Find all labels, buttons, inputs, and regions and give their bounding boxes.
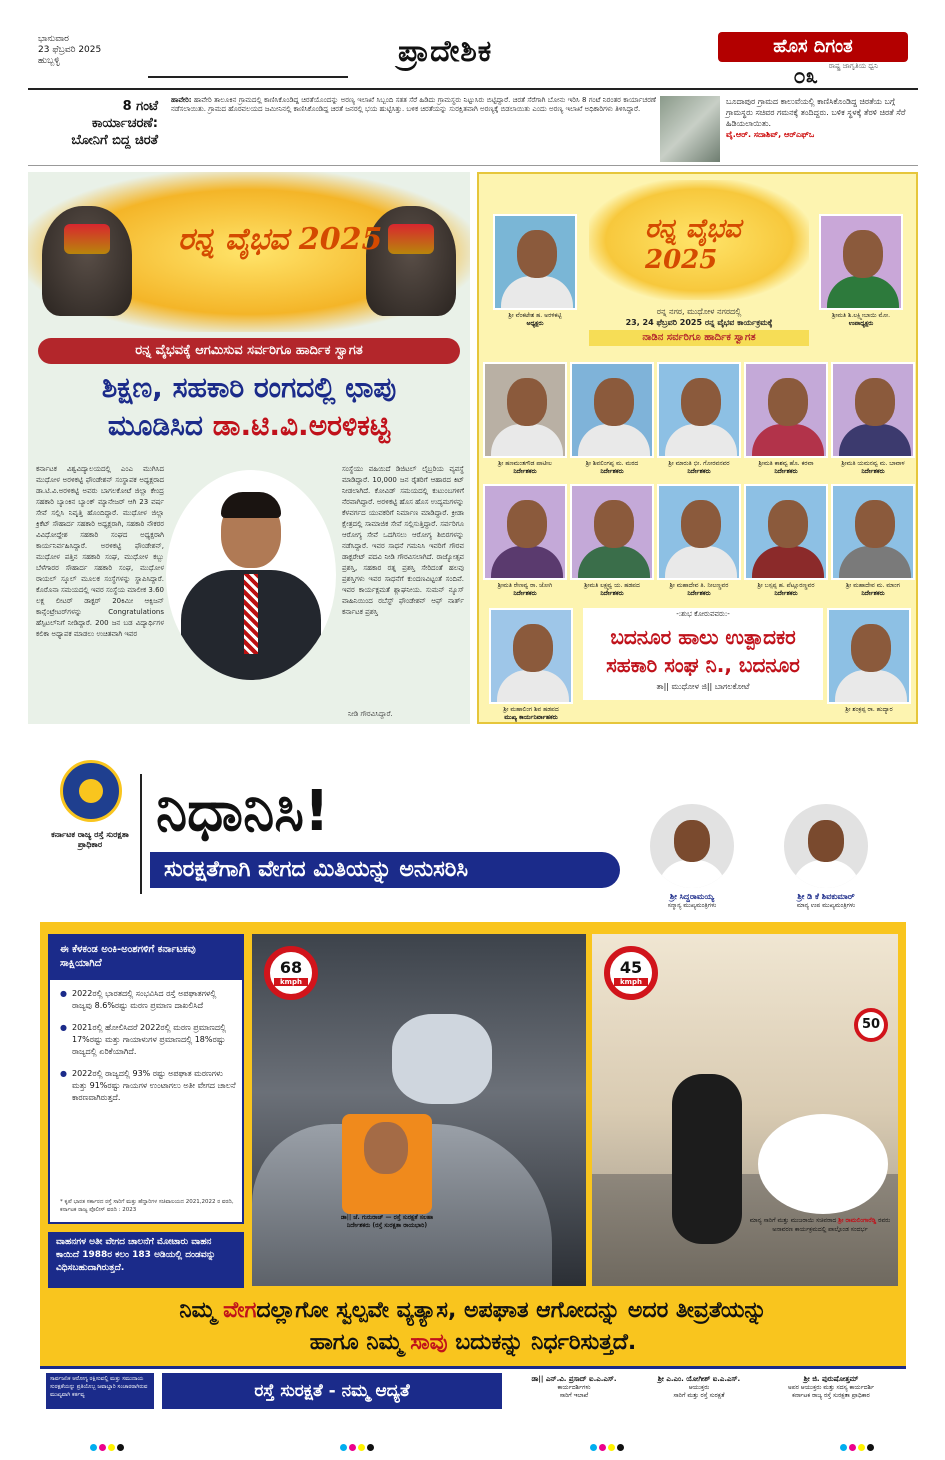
person-card bbox=[570, 362, 654, 476]
person-card bbox=[657, 362, 741, 476]
feature-headline: ಶಿಕ್ಷಣ, ಸಹಕಾರಿ ರಂಗದಲ್ಲಿ ಛಾಪು bbox=[101, 371, 397, 404]
person-name: ಶ್ರೀ ಹಣಮಂತಗೌಡ ಪಾಟೀಲ bbox=[498, 460, 552, 467]
organisation-address: ತಾ|| ಮುಧೋಳ ಜಿ|| ಬಾಗಲಕೋಟೆ bbox=[656, 682, 750, 691]
venue-text: ರನ್ನ ನಗರ, ಮುಧೋಳ ನಗರದಲ್ಲಿ bbox=[656, 307, 742, 316]
honoree-name: ಡಾ.ಟಿ.ವಿ.ಅರಳಿಕಟ್ಟಿ bbox=[212, 409, 391, 442]
slogan-part: ದಲ್ಲಾಗೋ ಸ್ವಲ್ಪವೇ ವ್ಯತ್ಯಾಸ, ಅಪಘಾತ ಆಗೋದನ್ನು ಅದರ ತೀವ್ರತೆಯನ್ನು bbox=[256, 1298, 767, 1323]
person-card bbox=[657, 484, 741, 598]
slogan-line-2 bbox=[40, 1328, 906, 1358]
speed-value: 45 bbox=[619, 958, 643, 977]
person-card bbox=[483, 362, 567, 476]
feature-article bbox=[28, 172, 470, 724]
person-name: ಶ್ರೀ ಶಿವಲಿಂಗಪ್ಪ ಮ. ಮಠದ bbox=[585, 460, 639, 467]
speed-unit: kmph bbox=[274, 978, 308, 986]
divider bbox=[140, 774, 142, 894]
person-role: ಉಪಾಧ್ಯಕ್ಷರು bbox=[848, 320, 874, 327]
article-column-1: ಕರ್ನಾಟಕ ವಿಶ್ವವಿದ್ಯಾಲಯದಲ್ಲಿ ಎಂಎ ಮುಗಿಸಿದ ಮುಧೋಳ ಅರಳಿಕಟ್ಟಿ ಫೌಂಡೇಶನ್ ಸಂಸ್ಥಾಪಕ ಅಧ್ಯಕ್ಷರಾದ ಡಾ.ಟಿ.ವಿ.ಅರಳಿಕಟ್ಟಿ ಅವರು ಬಾಗಲಕೋಟೆ ಜಿಲ್ಲಾ ಕೇಂದ್ರ ಸಹಕಾರಿ ಬ್ಯಾಂಕಿನ ಬ್ಯಾಂಕ್ ಮ್ಯಾನೇಜರ್ ಆಗಿ 23 ವರ್ಷ ಸೇವೆ ಸಲ್ಲಿಸಿ ನಿವೃತ್ತಿ ಹೊಂದಿದ್ದಾರೆ. ಮುಧೋಳ ಜಿಲ್ಲಾ ಕ್ರಿಕೆಟ್ ಸೌಹಾರ್ದ ಸಹಕಾರಿ ಅಧ್ಯಕ್ಷರಾಗಿ, ಸಹಕಾರಿ ನೌಕರರ ವಿವಿಧೋದ್ದೇಶ ಸಹಕಾರಿ ಸಂಘದ ಅಧ್ಯಕ್ಷರಾಗಿ ಕಾರ್ಯನಿರ್ವಹಿಸಿದ್ದಾರೆ. ಅರಳಿಕಟ್ಟಿ ಫೌಂಡೇಶನ್, ಮುಧೋಳ ಪತ್ತಿನ ಸಹಕಾರಿ ಸಂಘ, ಮುಧೋಳ ಕಬ್ಬು ಬೆಳೆಗಾರರ ಸೌಹಾರ್ದ ಸಹಕಾರಿ ಸಂಘ, ಮುಧೋಳ ರಾಯಲ್ ಸ್ಕೂಲ್ ಮೂಲಕ ಸಂಸ್ಥೆಗಳನ್ನು ಸ್ಥಾಪಿಸಿದ್ದಾರೆ. ಕೊರೊನಾ ಸಮಯದಲ್ಲಿ ಇವರ ಸಂಸ್ಥೆಯ ಮಾಲೀಕ 3.60 ಲಕ್ಷ ಲೀಟರ್ ಡಾಕ್ಟರ್ 20ಕಿಮೀ ಆಕ್ಸಿಜನ್ ಕಾನ್ಸೆಂಟ್ರೇಟರ್‌ಗಳನ್ನು Congratulations ಹೆಸ್ಪಿಟಲ್‌ನಿಗೆ ನೀಡಿದ್ದಾರೆ. 200 ಜನ ಬಡ ವಿದ್ಯಾರ್ಥಿಗಳ ಕಲಿಕಾ ಅಧ್ಯಾಪಕ ಮಾಡಲು ಉಚಿತವಾಗಿ ಇವರ bbox=[36, 465, 164, 638]
caption-part: ಮಾನ್ಯ ಸಾರಿಗೆ ಮತ್ತು ಮುಜರಾಯಿ ಸಚಿವರಾದ bbox=[749, 1217, 837, 1224]
section-title: ಪ್ರಾದೇಶಿಕ bbox=[398, 34, 493, 69]
authority-name: ಕರ್ನಾಟಕ ರಾಜ್ಯ ರಸ್ತೆ ಸುರಕ್ಷತಾ ಪ್ರಾಧಿಕಾರ bbox=[51, 830, 129, 849]
organisation-box bbox=[583, 608, 823, 700]
speed-badge bbox=[264, 946, 318, 1000]
person-role: ನಿರ್ದೇಶಕರು bbox=[861, 590, 885, 597]
person-name: ಶ್ರೀಮತಿ ಕಾಶವ್ವ ಹೊ. ಕರವಾ bbox=[758, 460, 814, 467]
person-role: ನಿರ್ದೇಶಕರು bbox=[861, 468, 885, 475]
headline-line: 8 ಗಂಟೆ bbox=[122, 99, 158, 114]
speed-unit: kmph bbox=[614, 978, 648, 986]
officer-portrait bbox=[332, 1114, 442, 1234]
caption-part: ರವರು ಅನಾವರಣ ಕಾರ್ಯಕ್ರಮದಲ್ಲಿ ಪಾಲ್ಗೊಂಡ ಸಂದರ್ಭ bbox=[772, 1217, 891, 1233]
event-venue bbox=[589, 306, 809, 328]
speed-badge bbox=[604, 946, 658, 1000]
greeting-card-ad bbox=[477, 172, 918, 724]
slogan-highlight: ಸಾವು bbox=[410, 1330, 448, 1355]
headline-line: ಬೋನಿಗೆ ಬಿದ್ದ ಚಿರತೆ bbox=[71, 133, 158, 148]
official-credit bbox=[644, 1375, 754, 1400]
side-story-credit: ವೈ.ಆರ್. ಸದಾಶಿವ್, ಆರ್‌ಎಫ್‌ಒ bbox=[726, 130, 815, 139]
official-name: ಶ್ರೀ ಜಿ. ಪುರುಷೋತ್ತಮ್ bbox=[803, 1375, 859, 1383]
top-news-strip bbox=[28, 92, 918, 166]
person-name: ಶ್ರೀ ಮಹಾದೇವ ತಿ. ನೀಲಣ್ಣವರ bbox=[669, 582, 729, 589]
person-card bbox=[570, 484, 654, 598]
person-name: ಶ್ರೀಮತಿ ಲಕ್ಷ್ಮವ್ವ ಯ. ಹಡಪದ bbox=[584, 582, 640, 589]
bike-shape bbox=[672, 1074, 742, 1244]
officer-caption: ಡಾ|| ಜೆ. ಗುರುರಾಜ್ — ರಸ್ತೆ ಸುರಕ್ಷತೆ ಸಲಹಾ ನಿರ್ದೇಶಕರು (ರಸ್ತೆ ಸುರಕ್ಷತಾ ರಾಯಭಾರಿ) bbox=[340, 1214, 434, 1229]
official-dept: ಕರ್ನಾಟಕ ರಾಜ್ಯ ರಸ್ತೆ ಸುರಕ್ಷತಾ ಪ್ರಾಧಿಕಾರ bbox=[792, 1392, 870, 1399]
side-story-body: ಬೂದಾಪುರ ಗ್ರಾಮದ ಕಾಲುವೆಯಲ್ಲಿ ಕಾಣಿಸಿಕೊಂಡಿದ್ದ ಚಿರತೆಯ ಬಗ್ಗೆ ಗ್ರಾಮಸ್ಥರು ಸಚಿವರ ಗಮನಕ್ಕೆ ತಂದಿದ್ದರು. ಬಳಿಕ ಸ್ಥಳಕ್ಕೆ ತೆರಳಿ ಚಿರತೆ ಸೆರೆ ಹಿಡಿಯಲಾಯಿತು. bbox=[726, 97, 906, 128]
person-card bbox=[831, 484, 915, 598]
speed-limit-sign-icon: 50 bbox=[854, 1008, 888, 1042]
body-text: ಹಾವೇರಿ ತಾಲೂಕಿನ ಗ್ರಾಮದಲ್ಲಿ ಕಾಣಿಸಿಕೊಂಡಿದ್ದ ಚಿರತೆಯೊಂದನ್ನು ಅರಣ್ಯ ಇಲಾಖೆ ಸಿಬ್ಬಂದಿ ಸತತ ಸೆರೆ ಹಿಡಿದು ಗ್ರಾಮಸ್ಥರು ನಿಟ್ಟುಸಿರು ಬಿಟ್ಟಿದ್ದಾರೆ. ಚಿರತೆ ಸೆರೆಗಾಗಿ ಬೋನು ಇರಿಸಿ 8 ಗಂಟೆ ನಿರಂತರ ಕಾರ್ಯಾಚರಣೆ ನಡೆಸಲಾಯಿತು. ಗ್ರಾಮದ ಹೊರವಲಯದ ಜಮೀನಿನಲ್ಲಿ ಕಾಣಿಸಿಕೊಂಡಿದ್ದ ಚಿರತೆ ಜನರಲ್ಲಿ ಭಯ ಹುಟ್ಟಿಸಿತ್ತು. ಬಳಿಕ ಚಿರತೆಯನ್ನು ಸುರಕ್ಷಿತವಾಗಿ ಅರಣ್ಯಕ್ಕೆ ಬಿಡಲಾಯಿತು ಎಂದು ಅರಣ್ಯ ಇಲಾಖೆ ಅಧಿಕಾರಿಗಳು ತಿಳಿಸಿದ್ದಾರೆ. bbox=[171, 96, 656, 113]
top-story-headline[interactable] bbox=[38, 98, 158, 149]
person-name: ಶ್ರೀ ಮಹಾಲಿಂಗ ಶಿವ ಹಡಪದ bbox=[503, 706, 559, 713]
ranna-vaibhava-logo: ರನ್ನ ವೈಭವ 2025 bbox=[645, 214, 741, 275]
person-name: ಶ್ರೀ ಮಾರುತಿ ಭೀ. ಗೋರವನವರ bbox=[668, 460, 730, 467]
ad-header bbox=[40, 744, 906, 922]
person-card bbox=[489, 608, 573, 722]
facts-heading: ಈ ಕೆಳಕಂಡ ಅಂಕಿ-ಅಂಶಗಳಿಗೆ ಕರ್ನಾಟಕವು ಸಾಕ್ಷಿಯಾಗಿದೆ bbox=[50, 936, 242, 980]
headline-line: ಕಾರ್ಯಾಚರಣೆ: bbox=[91, 116, 158, 131]
person-role: ನಿರ್ದೇಶಕರು bbox=[687, 468, 711, 475]
leader-name: ಶ್ರೀ ಸಿದ್ದರಾಮಯ್ಯ bbox=[669, 892, 715, 901]
dateline: ಹಾವೇರಿ: bbox=[171, 96, 192, 104]
person-card bbox=[744, 484, 828, 598]
person-name: ಶ್ರೀ ಬಸ್ಸಪ್ಪ ಹ. ಪೆಟ್ಲೂರಣ್ಣವರ bbox=[757, 582, 815, 589]
official-name: ಶ್ರೀ ಎ.ಎಂ. ಯೋಗೀಶ್ ಐ.ಎ.ಎಸ್. bbox=[657, 1375, 741, 1383]
organisation-name: ಸಹಕಾರಿ ಸಂಘ ನಿ., ಬದನೂರ bbox=[606, 653, 800, 677]
issue-date-text: 23 ಫೆಬ್ರವರಿ 2025 bbox=[38, 45, 102, 55]
ad-subtitle: ಸುರಕ್ಷತೆಗಾಗಿ ವೇಗದ ಮಿತಿಯನ್ನು ಅನುಸರಿಸಿ bbox=[150, 852, 620, 888]
festival-banner bbox=[589, 180, 809, 300]
footer-note: ಸಾರ್ವಜನಿಕ ಆರೋಗ್ಯ ರಕ್ಷಿಸುವಲ್ಲಿ ಮತ್ತು ಸಮುದಾಯ ಸುರಕ್ಷತೆಯನ್ನು ಪ್ರತಿಯೊಬ್ಬ ಜವಾಬ್ದಾರಿ ಸಂಚಾರರಾಗಿರುವ ಮುಖ್ಯವಾಗಿ ಕರ್ತವ್ಯ bbox=[46, 1373, 154, 1409]
person-role: ನಿರ್ದೇಶಕರು bbox=[774, 590, 798, 597]
road-safety-ad bbox=[40, 744, 906, 1410]
article-column-2: ಸಂಸ್ಥೆಯು ವಹಿಯಿದೆ ಡಿಜಿಟಲ್ ಲೈಬ್ರರಿಯ ವ್ಯವಸ್ಥೆ ಮಾಡಿದ್ದಾರೆ. 10,000 ಜನ ರೈತರಿಗೆ ಆಹಾರದ ಕಿಟ್ ನೀಡಲಾಗಿದೆ. ಕೋವಿಡ್ ಸಮಯದಲ್ಲಿ ಕುಟುಂಬಗಳಿಗೆ ನೆರವಾಗಿದ್ದಾರೆ. ಅರಳಿಕಟ್ಟಿ ಹೊಸ ಹೊಸ ಉದ್ಯಮಗಳನ್ನು ಕೆಳವರ್ಗದ ಯುವಕರಿಗೆ ನಿರ್ಮಾಣ ಮಾಡಿದ್ದಾರೆ. ಕ್ರೀಡಾ ಕ್ಷೇತ್ರದಲ್ಲಿ ಸಾಮಾಜಿಕ ಸೇವೆ ಸಲ್ಲಿಸುತ್ತಿದ್ದಾರೆ. ಸರ್ವರಿಗೂ ಆರೋಗ್ಯ ಸೇವೆ ಒದಗಿಸಲು ಆರೋಗ್ಯ ಶಿಬಿರಗಳನ್ನು ನಡೆಸಿದ್ದಾರೆ. ಇವರ ಸಾಧನೆ ಗಮನಿಸಿ ಇವರಿಗೆ ಗೌರವ ಡಾಕ್ಟರೇಟ್ ಪದವಿ ನೀಡಿ ಗೌರವಿಸಲಾಗಿದೆ. ರಾಜ್ಯೋತ್ಸವ ಪ್ರಶಸ್ತಿ, ಸಹಕಾರ ರತ್ನ ಪ್ರಶಸ್ತಿ ಸೇರಿದಂತೆ ಹಲವು ಪ್ರಶಸ್ತಿಗಳು ಇವರ ಸಾಧನೆಗೆ ಕುಂದಣವಿಟ್ಟಂತೆ ಸಂದಿವೆ. ಇವರ ಕಾರ್ಯಕ್ಷಮತೆ ಶ್ಲಾಘನೀಯ. ಸುಮನ್ ನ್ಯೂಸ್ ವಾಹಿನಿಯಿಂದ ರಬೆಸ್ಟ್ ಫೌಂಡೇಶನ್ ಆಫ್ ನಾರ್ತ್ ಕರ್ನಾಟಕ ಪ್ರಶಸ್ತಿ bbox=[342, 465, 464, 616]
person-name: ಶ್ರೀ ಶಂಕ್ರಪ್ಪ ರಾ. ಹುದ್ಯಾರ bbox=[845, 706, 893, 713]
footer-tagline: ರಸ್ತೆ ಸುರಕ್ಷತೆ - ನಮ್ಮ ಆದ್ಯತೆ bbox=[162, 1373, 502, 1409]
issue-day: ಭಾನುವಾರ bbox=[38, 34, 69, 44]
headline-part: ಮೂಡಿಸಿದ bbox=[107, 409, 213, 442]
safe-rider-photo bbox=[592, 934, 898, 1286]
ad-footer bbox=[40, 1366, 906, 1410]
leader-portrait bbox=[650, 804, 734, 910]
facts-box bbox=[48, 934, 244, 1224]
cmyk-dots bbox=[590, 1436, 626, 1455]
leader-role: ಮಾನ್ಯ ಉಪ ಮುಖ್ಯಮಂತ್ರಿಗಳು bbox=[796, 902, 856, 909]
facts-source: * ಕೃಪೆ ಭಾರತ ಸರ್ಕಾರದ ರಸ್ತೆ ಸಾರಿಗೆ ಮತ್ತು ಹೆದ್ದಾರಿಗಳ ಸಚಿವಾಲಯದ 2021,2022 ರ ವರದಿ, ಕರ್ನಾಟಕ ರಾಜ್ಯ ಪೊಲೀಸ್ ವರದಿ : 2023 bbox=[60, 1199, 234, 1213]
slogan-part: ಹಾಗೂ ನಿಮ್ಮ bbox=[309, 1330, 411, 1355]
person-card bbox=[827, 608, 911, 714]
list-item: ● 2022ರಲ್ಲಿ ಭಾರತದಲ್ಲಿ ಸಂಭವಿಸಿದ ರಸ್ತೆ ಅಪಘಾತಗಳಲ್ಲಿ ರಾಜ್ಯವು 8.6%ರಷ್ಟು ಮರಣ ಪ್ರಮಾಣ ದಾಖಲಿಸಿದೆ bbox=[60, 988, 236, 1012]
card-welcome: ನಾಡಿನ ಸರ್ವರಿಗೂ ಹಾರ್ದಿಕ ಸ್ವಾಗತ bbox=[589, 330, 809, 346]
cmyk-dots bbox=[840, 1436, 876, 1455]
print-registration-marks bbox=[0, 1436, 945, 1448]
person-role: ನಿರ್ದೇಶಕರು bbox=[600, 468, 624, 475]
rider-shape bbox=[392, 1014, 492, 1104]
festival-banner bbox=[28, 172, 470, 332]
person-name: ಶ್ರೀ ಮಹಾದೇವ ಮ. ಮಾಂಗ bbox=[845, 582, 901, 589]
slogan-line-1 bbox=[40, 1296, 906, 1326]
person-name: ಶ್ರೀಮತಿ ಶಿ.ಲಕ್ಷ್ಮೀಬಾಯಿ ಮೋ. bbox=[831, 312, 891, 319]
event-dates: 23, 24 ಫೆಬ್ರವರಿ 2025 ರನ್ನ ವೈಭವ ಕಾರ್ಯಕ್ರಮಕ್ಕೆ bbox=[625, 318, 773, 327]
organisation-name: ಬದನೂರ ಹಾಲು ಉತ್ಪಾದಕರ bbox=[610, 625, 796, 649]
divider bbox=[148, 76, 348, 78]
ceremony-inset-photo bbox=[758, 1114, 888, 1214]
official-role: ಆಯುಕ್ತರು bbox=[688, 1384, 710, 1391]
top-story-body bbox=[171, 96, 656, 114]
paper-name: ಹೊಸ ದಿಗಂತ bbox=[773, 36, 853, 57]
feature-headline-2 bbox=[28, 408, 470, 444]
cmyk-dots bbox=[90, 1436, 126, 1455]
article-end: ನೀಡಿ ಗೌರವಿಸಿದ್ದಾರೆ. bbox=[348, 710, 393, 718]
person-role: ನಿರ್ದೇಶಕರು bbox=[513, 590, 537, 597]
official-role: ಅಪರ ಆಯುಕ್ತರು ಮತ್ತು ಸದಸ್ಯ ಕಾರ್ಯದರ್ಶಿ bbox=[787, 1384, 875, 1391]
minister-name: ಶ್ರೀ ರಾಮಲಿಂಗಾರೆಡ್ಡಿ bbox=[838, 1217, 877, 1224]
person-name: ಶ್ರೀಮತಿ ಯಮನವ್ವ ಮ. ಬಾವಾಳ bbox=[841, 460, 905, 467]
masthead bbox=[28, 28, 918, 90]
person-role: ಅಧ್ಯಕ್ಷರು bbox=[526, 320, 544, 327]
slogan-highlight: ವೇಗ bbox=[223, 1298, 257, 1323]
leader-portrait bbox=[784, 804, 868, 910]
ad-title: ನಿಧಾನಿಸಿ! bbox=[156, 779, 330, 844]
person-name: ಶ್ರೀಮತಿ ರೇಣವ್ವ ರಾ. ಜೋಗಿ bbox=[497, 582, 553, 589]
official-dept: ಸಾರಿಗೆ ಇಲಾಖೆ bbox=[559, 1392, 589, 1399]
issue-date bbox=[38, 34, 101, 67]
inset-caption bbox=[742, 1216, 898, 1234]
ranna-vaibhava-logo: ರನ್ನ ವೈಭವ 2025 bbox=[178, 222, 383, 257]
person-card bbox=[493, 214, 577, 328]
person-role: ಮುಖ್ಯ ಕಾರ್ಯನಿರ್ವಾಹಕರು bbox=[504, 714, 558, 721]
greeting-note: -:ಶುಭ ಕೋರುವವರು:- bbox=[676, 610, 730, 618]
paper-logo[interactable] bbox=[718, 32, 908, 62]
cmyk-dots bbox=[340, 1436, 376, 1455]
official-dept: ಸಾರಿಗೆ ಮತ್ತು ರಸ್ತೆ ಸುರಕ್ಷತೆ bbox=[673, 1392, 725, 1399]
leopard-cage-photo bbox=[660, 96, 720, 162]
person-card bbox=[744, 362, 828, 476]
leader-role: ಸನ್ಮಾನ್ಯ ಮುಖ್ಯಮಂತ್ರಿಗಳು bbox=[667, 902, 717, 909]
official-name: ಡಾ|| ಎನ್.ವಿ. ಪ್ರಸಾದ್ ಐ.ಎ.ಎಸ್. bbox=[531, 1375, 617, 1383]
person-role: ನಿರ್ದೇಶಕರು bbox=[513, 468, 537, 475]
portrait-photo bbox=[166, 470, 336, 680]
list-item: ● 2022ರಲ್ಲಿ ರಾಜ್ಯದಲ್ಲಿ 93% ರಷ್ಟು ಅಪಘಾತ ಮರಣಗಳು ಮತ್ತು 91%ರಷ್ಟು ಗಾಯಗಳ ಉಂಟಾಗಲು ಅತೀ ವೇಗದ ಚಾಲನೆ ಕಾರಣವಾಗಿರುತ್ತದೆ. bbox=[60, 1068, 236, 1104]
person-card bbox=[819, 214, 903, 328]
slogan-part: ಬದುಕನ್ನು ನಿರ್ಧರಿಸುತ್ತದೆ. bbox=[447, 1330, 637, 1355]
welcome-banner: ರನ್ನ ವೈಭವಕ್ಕೆ ಆಗಮಿಸುವ ಸರ್ವರಿಗೂ ಹಾರ್ದಿಕ ಸ್ವಾಗತ bbox=[38, 338, 460, 364]
facts-list bbox=[60, 988, 236, 1114]
paper-tagline: ರಾಷ್ಟ್ರ ಜಾಗೃತಿಯ ಧ್ವನಿ bbox=[828, 62, 878, 70]
official-credit bbox=[510, 1375, 638, 1400]
elephant-icon bbox=[42, 206, 132, 316]
side-story bbox=[726, 96, 916, 140]
official-credit bbox=[760, 1375, 902, 1400]
speed-value: 68 bbox=[279, 958, 303, 977]
list-item: ● 2021ರಲ್ಲಿ ಹೋಲಿಸಿದರೆ 2022ರಲ್ಲಿ ಮರಣ ಪ್ರಮಾಣದಲ್ಲಿ 17%ರಷ್ಟು ಮತ್ತು ಗಾಯಾಳುಗಳ ಪ್ರಮಾಣದಲ್ಲಿ 18%ರಷ್ಟು ರಾಜ್ಯದಲ್ಲಿ ಏರಿಕೆಯಾಗಿದೆ. bbox=[60, 1022, 236, 1058]
slogan-part: ನಿಮ್ಮ bbox=[179, 1298, 224, 1323]
person-role: ನಿರ್ದೇಶಕರು bbox=[687, 590, 711, 597]
issue-city: ಹುಬ್ಬಳ್ಳಿ bbox=[38, 56, 60, 66]
person-role: ನಿರ್ದೇಶಕರು bbox=[774, 468, 798, 475]
law-notice: ವಾಹನಗಳ ಅತೀ ವೇಗದ ಚಾಲನೆಗೆ ಮೋಟಾರು ವಾಹನ ಕಾಯಿದೆ 1988ರ ಕಲಂ 183 ಅಡಿಯಲ್ಲಿ ದಂಡವನ್ನು ವಿಧಿಸಬಹುದಾಗಿರುತ್ತದೆ. bbox=[48, 1232, 244, 1288]
page-number: ೦೩ bbox=[793, 64, 818, 89]
karnataka-seal-icon bbox=[60, 760, 122, 822]
official-role: ಕಾರ್ಯದರ್ಶಿಗಳು bbox=[557, 1384, 591, 1391]
leader-name: ಶ್ರೀ ಡಿ ಕೆ ಶಿವಕುಮಾರ್ bbox=[797, 892, 855, 901]
person-card bbox=[483, 484, 567, 598]
person-role: ನಿರ್ದೇಶಕರು bbox=[600, 590, 624, 597]
person-card bbox=[831, 362, 915, 476]
person-name: ಶ್ರೀ ವೆಂಕಟೇಶ ಹ. ಅರಳಿಕಟ್ಟಿ bbox=[508, 312, 562, 319]
